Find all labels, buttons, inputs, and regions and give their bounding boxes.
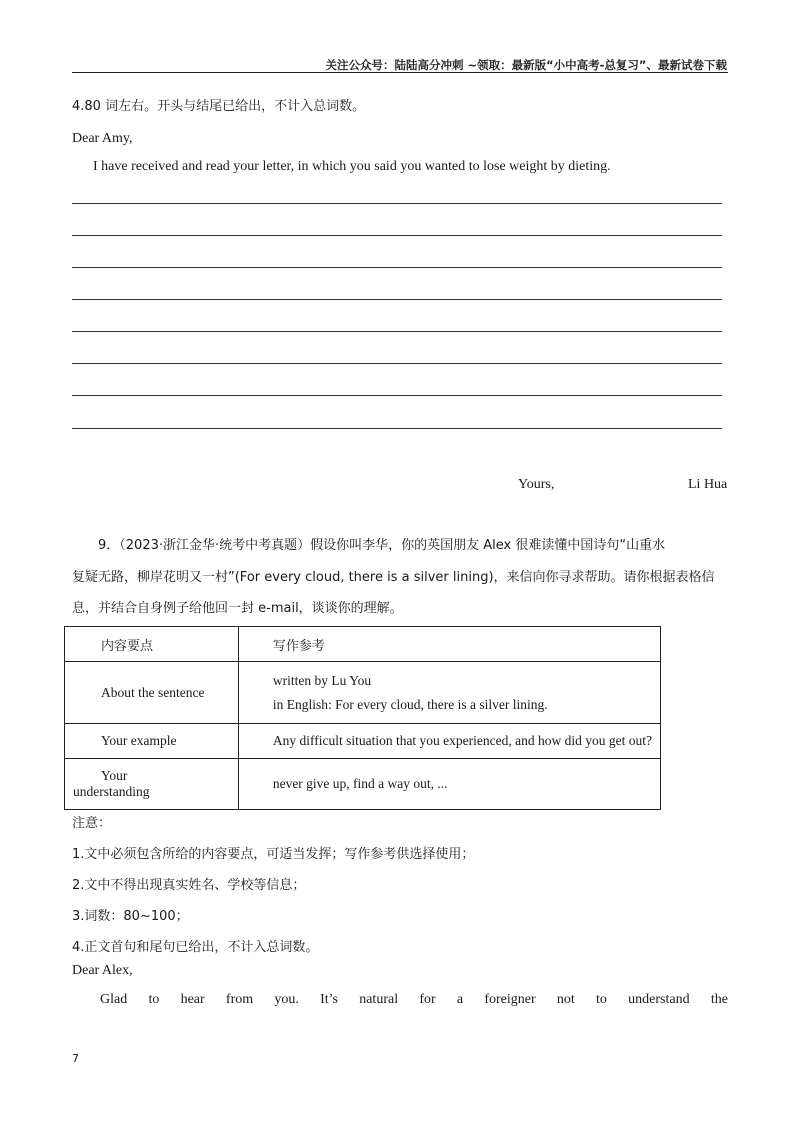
table-cell: Any difficult situation that you experienced, and how did you get out? [238,724,660,759]
table-header-cell: 内容要点 [65,627,239,662]
table-cell-line: understanding [73,784,150,799]
table-cell: Your example [65,724,239,759]
table-header-row [65,627,661,662]
writing-line [72,235,722,236]
q9-greeting: Dear Alex, [72,963,133,978]
table-cell-line: in English: For every cloud, there is a silver lining. [272,696,548,712]
word: natural [359,992,399,1007]
reference-table [64,626,661,810]
q9-opening-sentence [100,991,728,1009]
q4-closing: Yours, [518,477,555,492]
word: foreigner [484,992,536,1007]
note-item: 4.正文首句和尾句已给出，不计入总词数。 [72,940,319,955]
note-item: 1.文中必须包含所给的内容要点，可适当发挥；写作参考供选择使用； [72,847,475,862]
word: to [148,992,160,1007]
writing-line [72,395,722,396]
word: to [596,992,607,1007]
table-row [65,724,661,759]
q4-opening-sentence: I have received and read your letter, in which you said you wanted to lose weight by dieting. [93,159,611,174]
table-cell: About the sentence [65,662,239,724]
page-number: 7 [72,1052,79,1065]
word: hear [180,992,205,1007]
writing-line [72,363,722,364]
word: the [710,992,728,1007]
table-cell: never give up, find a way out, ... [238,759,660,810]
q9-prompt-line-3: 息，并结合自身例子给他回一封 e-mail，谈谈你的理解。 [72,601,403,616]
table-cell-line: Your [101,768,128,783]
writing-line [72,428,722,429]
page-header: 关注公众号：陆陆高分冲刺 ~领取：最新版“小中高考-总复习”、最新试卷下载 [325,58,727,72]
word: It’s [320,992,338,1007]
word: understand [628,992,690,1007]
table-cell [238,662,660,724]
word: from [225,992,254,1007]
q4-instruction: 4.80 词左右。开头与结尾已给出，不计入总词数。 [72,99,366,114]
q9-prompt-line-1: 9．（2023·浙江金华·统考中考真题）假设你叫李华，你的英国朋友 Alex 很难读懂中国诗句“山重水 [98,538,666,553]
table-header-cell: 写作参考 [238,627,660,662]
writing-line [72,331,722,332]
writing-line [72,267,722,268]
q4-greeting: Dear Amy, [72,131,133,146]
header-divider [72,72,728,73]
word: you. [274,992,299,1007]
word: for [419,992,436,1007]
word: Glad [100,992,128,1007]
word: not [556,992,575,1007]
q9-prompt-line-2: 复疑无路，柳岸花明又一村”(For every cloud, there is a silver lining)，来信向你寻求帮助。请你根据表格信 [72,570,715,585]
notes-title: 注意： [72,816,112,831]
table-row [65,759,661,810]
q4-signature: Li Hua [688,477,728,492]
writing-line [72,299,722,300]
table-cell-line: written by Lu You [272,672,372,688]
word: a [456,992,464,1007]
note-item: 3.词数：80~100； [72,909,189,924]
note-item: 2.文中不得出现真实姓名、学校等信息； [72,878,306,893]
table-row [65,662,661,724]
table-cell [65,759,239,810]
writing-line [72,203,722,204]
